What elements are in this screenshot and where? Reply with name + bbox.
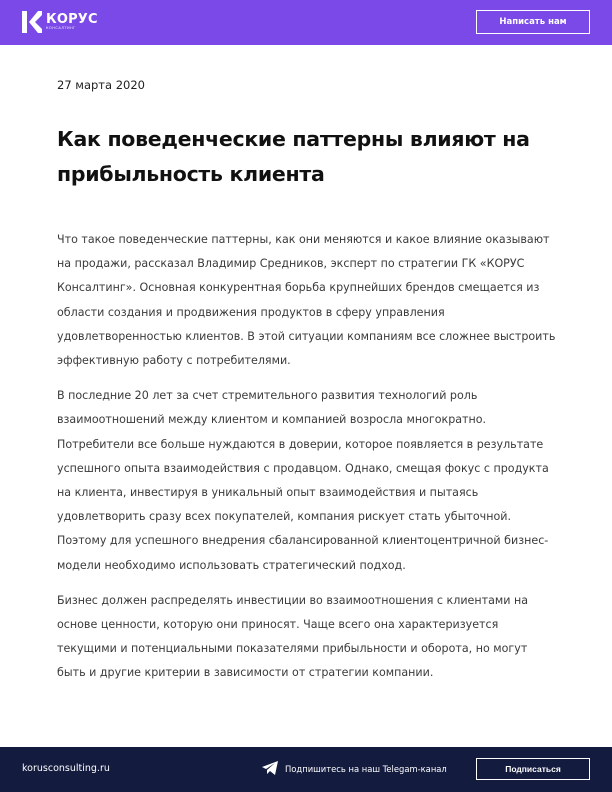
site-header [0,0,612,45]
article-paragraph: Бизнес должен распределять инвестиции во взаимоотношения с клиентами на основе ценности, которую они приносят. Чаще всего она характеризуется текущими и потенциальными показателями прибыльности и оборота, но могут быть и другие критерии в зависимости от стратегии компании. [57,593,529,680]
article-title: Как поведенческие паттерны влияют на прибыльность клиента [57,127,530,186]
logo-wordmark [46,13,98,31]
korus-logo-icon [22,11,42,33]
site-footer [0,747,612,792]
subscribe-button[interactable]: Подписаться [476,758,590,780]
korus-logo[interactable] [22,11,98,33]
article-paragraph: В последние 20 лет за счет стремительного развития технологий роль взаимоотношений между клиентом и компанией возросла многократно. Потребители все больше нуждаются в доверии, которое появляется в результате успешного опыта взаимодействия с продавцом. Однако, смещая фокус с продукта на клиента, инвестируя в уникальный опыт взаимодействия и пытаясь удовлетворить сразу всех покупателей, компания рискует стать убыточной. Поэтому для успешного внедрения сбалансированной клиентоцентричной бизнес-модели необходимо использовать стратегический подход. [57,389,549,572]
write-us-button[interactable]: Написать нам [476,10,590,34]
logo-name: КОРУС [46,12,98,28]
article-paragraph: Что такое поведенческие паттерны, как они меняются и какое влияние оказывают на продажи, рассказал Владимир Средников, эксперт по стратегии ГК «КОРУС Консалтинг». Основная конкурентная борьба крупнейших брендов смещается из области создания и продвижения продуктов в сферу управления удовлетворенностью клиентов. В этой ситуации компаниям все сложнее выстроить эффективную работу с потребителями. [57,233,556,368]
article-body [57,228,559,697]
footer-site-link[interactable]: korusconsulting.ru [22,763,110,774]
telegram-subscribe-text[interactable]: Подпишитесь на наш Telegam-канал [285,764,447,774]
logo-subtitle: КОНСАЛТИНГ [46,26,76,31]
article-date: 27 марта 2020 [57,78,145,92]
telegram-icon[interactable] [262,761,278,775]
